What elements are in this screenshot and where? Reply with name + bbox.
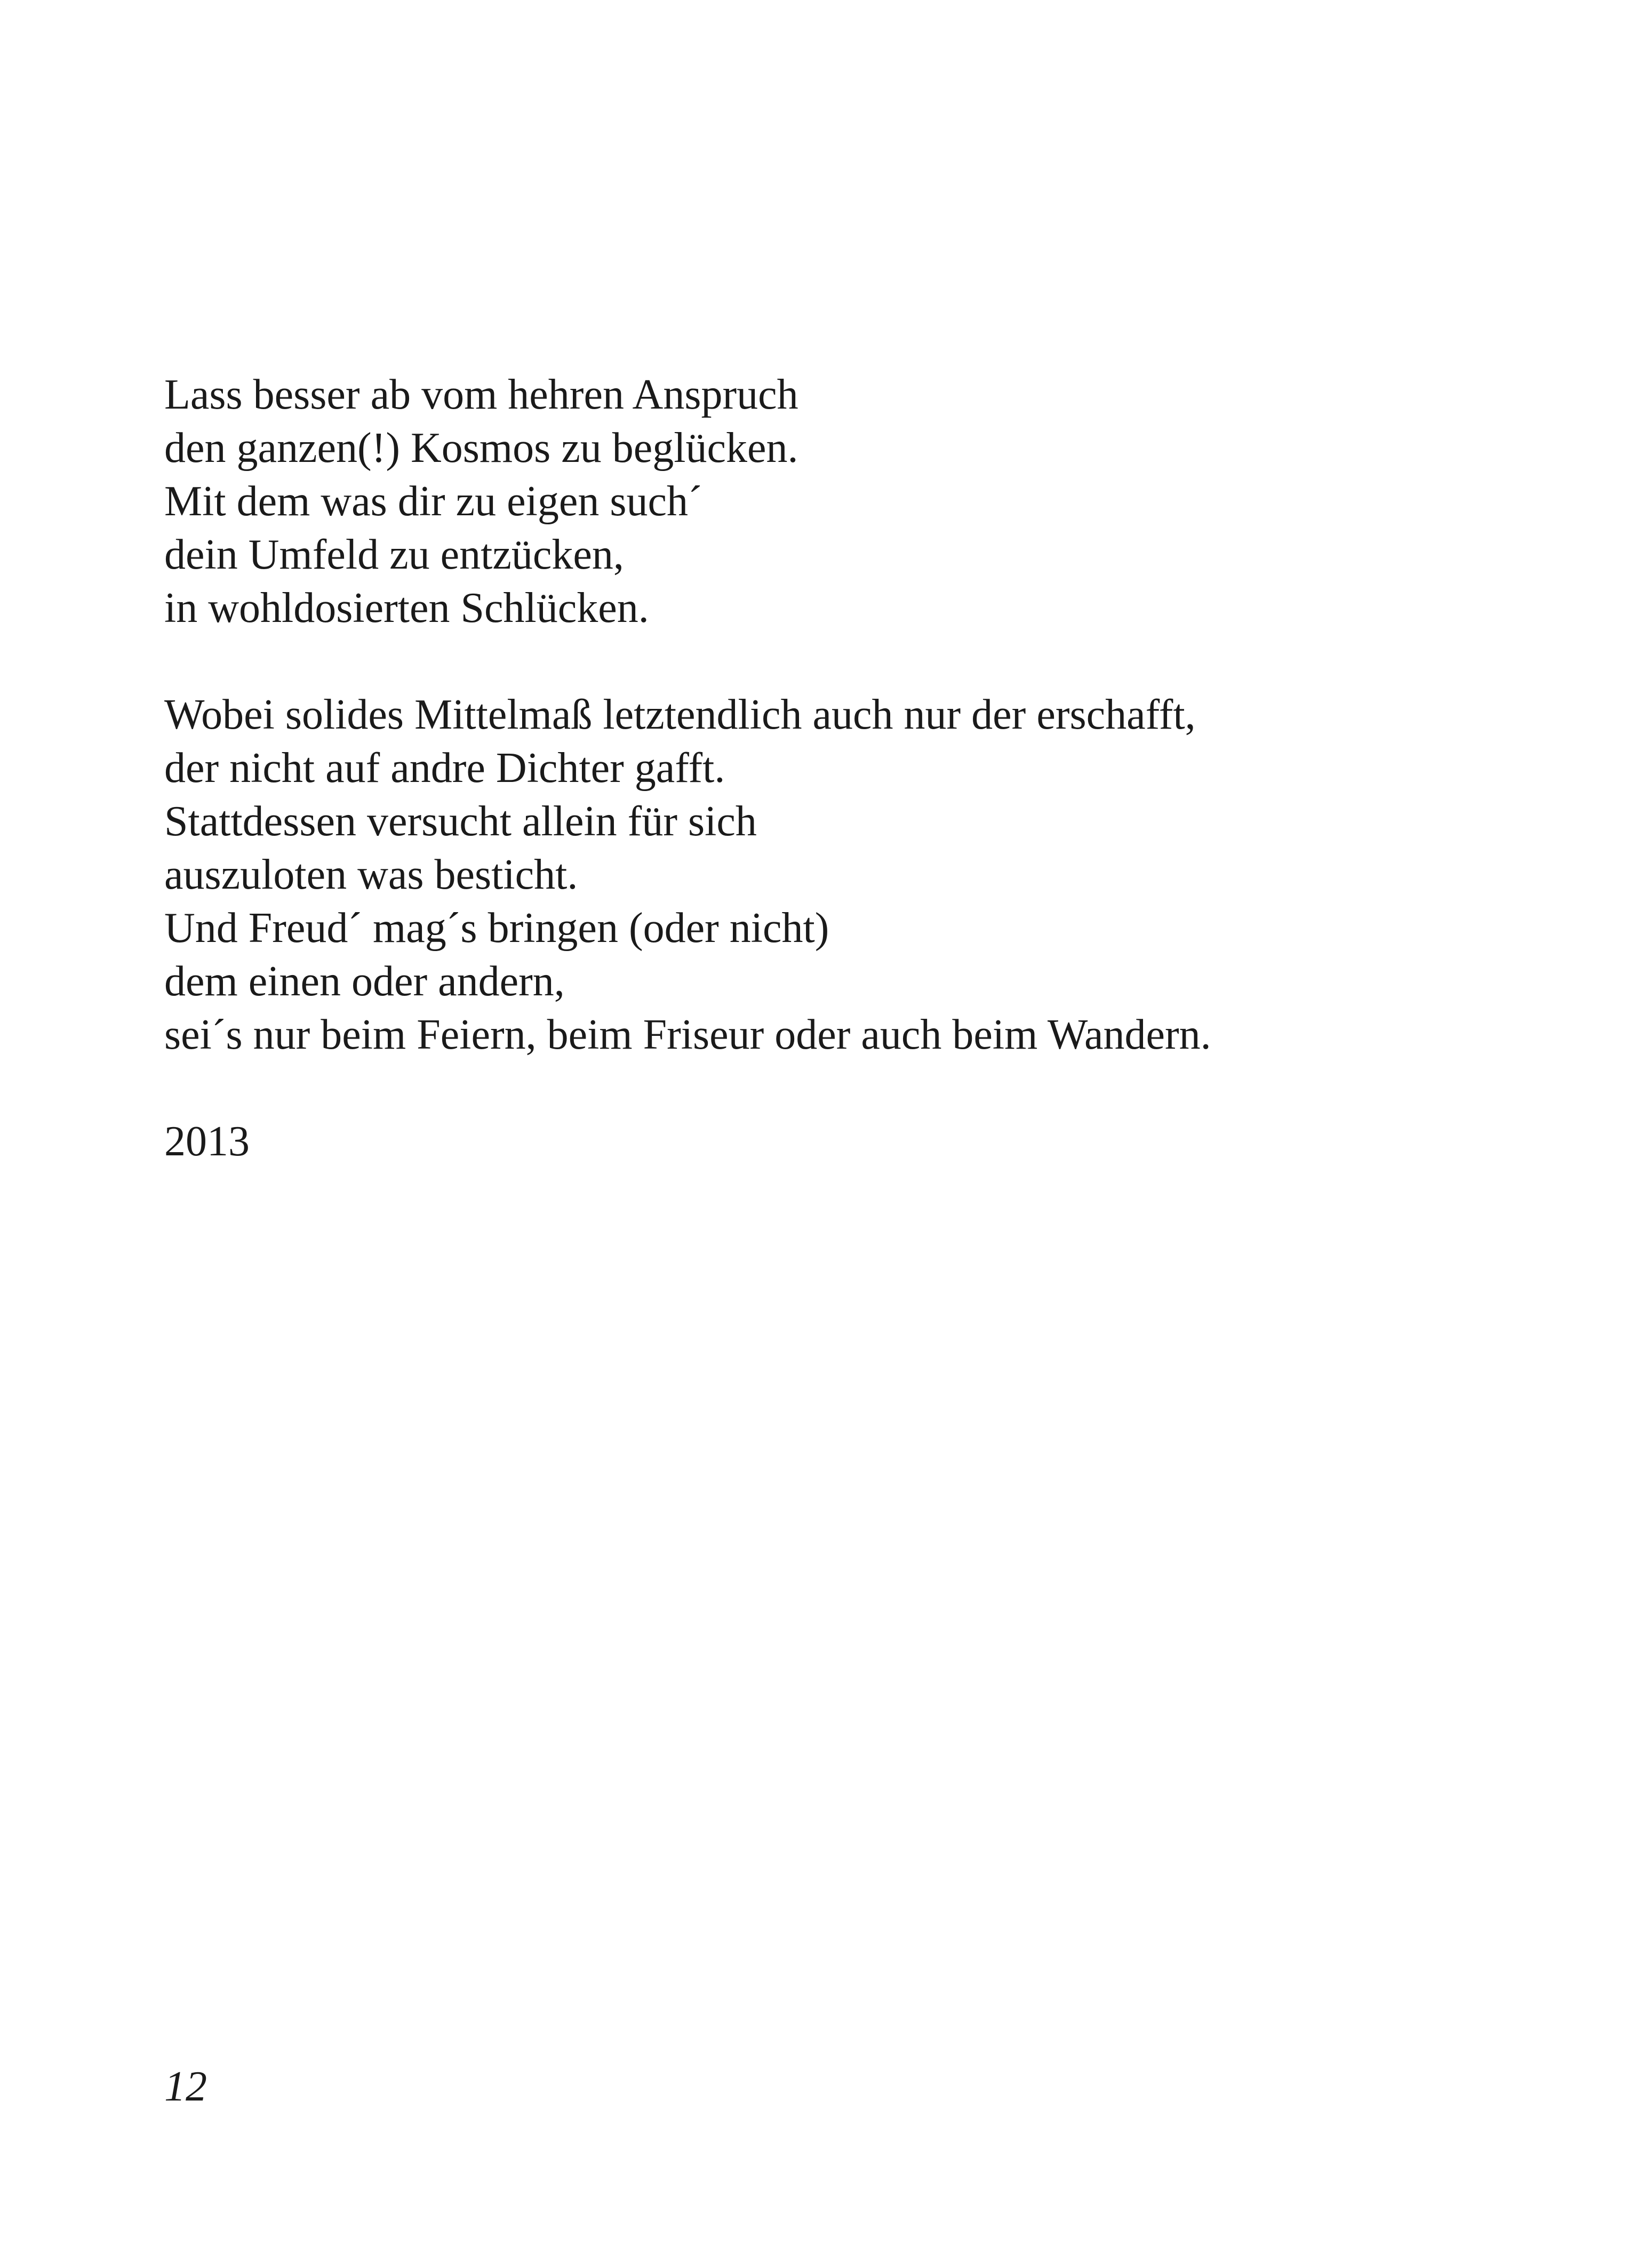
poem-year: 2013 (164, 1118, 250, 1165)
poem-line: Lass besser ab vom hehren Anspruch (164, 371, 798, 418)
poem-line: Wobei solides Mittelmaß letztendlich auch nur der erschafft, (164, 691, 1196, 738)
poem-line: dein Umfeld zu entzücken, (164, 531, 624, 578)
poem-line: Mit dem was dir zu eigen such´ (164, 478, 702, 525)
poem-line: Und Freud´ mag´s bringen (oder nicht) (164, 905, 829, 952)
stanza-2 (164, 688, 1551, 1061)
poem (164, 368, 1551, 1168)
poem-line: sei´s nur beim Feiern, beim Friseur oder auch beim Wandern. (164, 1011, 1211, 1058)
poem-line: den ganzen(!) Kosmos zu beglücken. (164, 425, 798, 472)
poem-line: der nicht auf andre Dichter gafft. (164, 745, 725, 792)
poem-line: Stattdessen versucht allein für sich (164, 798, 757, 845)
poem-line: dem einen oder andern, (164, 958, 565, 1005)
poem-line: auszuloten was besticht. (164, 851, 578, 898)
poem-line: in wohldosierten Schlücken. (164, 585, 649, 632)
stanza-1 (164, 368, 1551, 635)
page-number: 12 (164, 2063, 207, 2110)
